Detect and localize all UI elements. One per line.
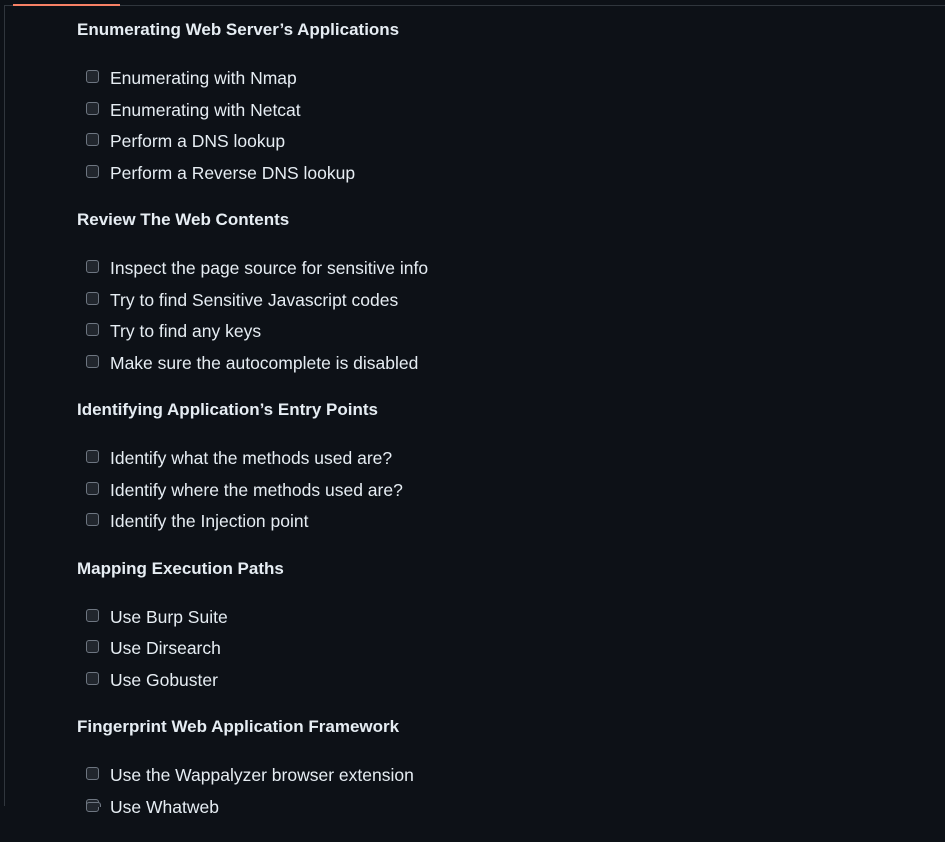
task-checkbox[interactable] — [86, 672, 99, 685]
task-list — [77, 443, 917, 538]
task-item — [77, 443, 917, 475]
task-label: Try to find any keys — [110, 321, 262, 342]
task-item — [77, 285, 917, 317]
task-label: Use Whatweb — [110, 796, 219, 817]
task-item — [77, 63, 917, 95]
task-checkbox[interactable] — [86, 323, 99, 336]
task-item — [77, 792, 917, 824]
task-checkbox[interactable] — [86, 767, 99, 780]
task-checkbox[interactable] — [86, 70, 99, 83]
active-tab-indicator — [13, 4, 120, 6]
task-checkbox[interactable] — [86, 802, 101, 807]
section-enumerating-web-server-applications — [77, 18, 917, 189]
checklist-document — [77, 18, 917, 842]
task-label: Perform a DNS lookup — [110, 131, 286, 152]
task-item — [77, 475, 917, 507]
task-checkbox[interactable] — [86, 450, 99, 463]
task-label: Perform a Reverse DNS lookup — [110, 162, 356, 183]
task-checkbox[interactable] — [86, 513, 99, 526]
task-label: Identify where the methods used are? — [110, 479, 403, 500]
task-label: Identify the Injection point — [110, 511, 309, 532]
task-item — [77, 126, 917, 158]
task-item — [77, 348, 917, 380]
task-checkbox[interactable] — [86, 102, 99, 115]
task-label: Use Burp Suite — [110, 606, 228, 627]
task-item — [77, 253, 917, 285]
section-heading: Identifying Application’s Entry Points — [77, 400, 378, 419]
task-label: Inspect the page source for sensitive info — [110, 258, 429, 279]
task-item — [77, 158, 917, 190]
section-heading: Enumerating Web Server’s Applications — [77, 20, 400, 39]
task-list — [77, 760, 917, 823]
task-checkbox[interactable] — [86, 260, 99, 273]
task-item — [77, 316, 917, 348]
task-checkbox[interactable] — [86, 133, 99, 146]
section-mapping-execution-paths — [77, 557, 917, 697]
task-item — [77, 633, 917, 665]
task-label: Make sure the autocomplete is disabled — [110, 352, 419, 373]
section-review-web-contents — [77, 208, 917, 379]
task-list — [77, 253, 917, 379]
task-label: Try to find Sensitive Javascript codes — [110, 289, 399, 310]
task-checkbox[interactable] — [86, 355, 99, 368]
task-item — [77, 665, 917, 697]
task-checkbox[interactable] — [86, 165, 99, 178]
section-identifying-entry-points — [77, 398, 917, 538]
task-item — [77, 760, 917, 792]
task-checkbox[interactable] — [86, 482, 99, 495]
task-label: Enumerating with Nmap — [110, 68, 297, 89]
task-checkbox[interactable] — [86, 640, 99, 653]
section-heading: Fingerprint Web Application Framework — [77, 717, 400, 736]
task-label: Enumerating with Netcat — [110, 99, 301, 120]
task-checkbox[interactable] — [86, 609, 99, 622]
task-label: Identify what the methods used are? — [110, 448, 393, 469]
task-item — [77, 506, 917, 538]
section-heading: Mapping Execution Paths — [77, 558, 284, 578]
section-heading: Review The Web Contents — [77, 210, 290, 229]
section-fingerprint-framework — [77, 715, 917, 823]
task-item — [77, 95, 917, 127]
task-checkbox[interactable] — [86, 292, 99, 305]
task-label: Use Dirsearch — [110, 638, 221, 659]
task-list — [77, 63, 917, 189]
task-label: Use the Wappalyzer browser extension — [110, 765, 414, 786]
task-label: Use Gobuster — [110, 669, 218, 690]
task-list — [77, 602, 917, 697]
task-item — [77, 602, 917, 634]
